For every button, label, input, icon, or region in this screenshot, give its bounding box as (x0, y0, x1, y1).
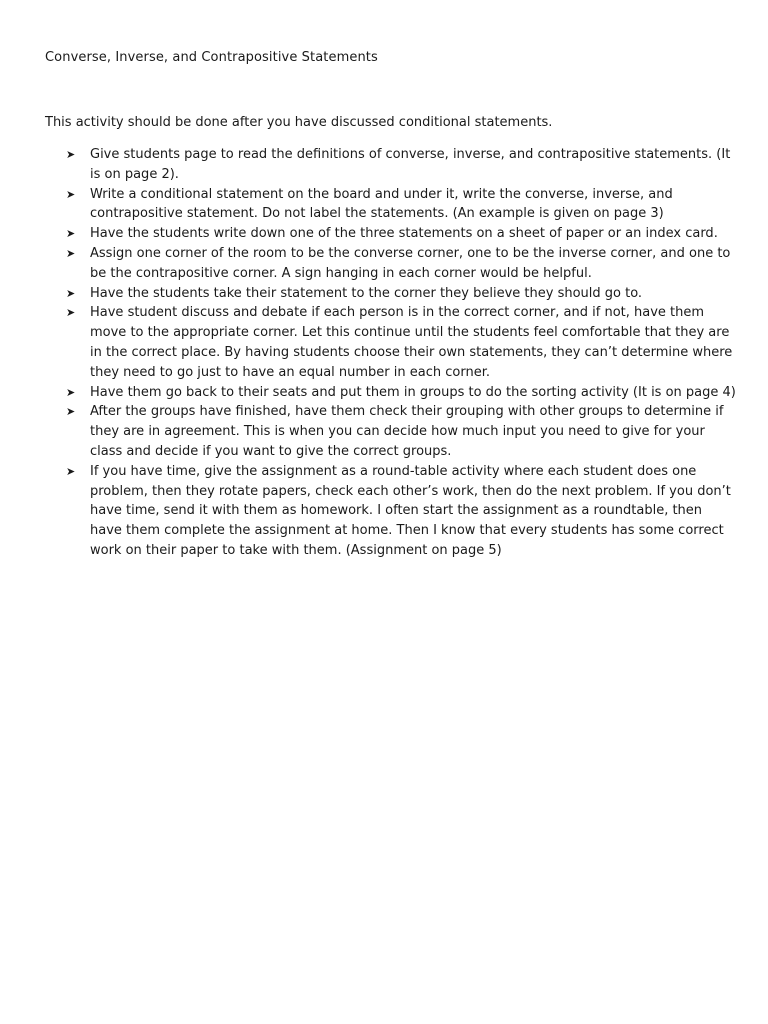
list-item (66, 185, 738, 225)
intro-paragraph: This activity should be done after you have discussed conditional statements. (45, 115, 553, 130)
step-text: Have them go back to their seats and put them in groups to do the sorting activity (It is on page 4) (90, 384, 736, 400)
step-text: Have student discuss and debate if each person is in the correct corner, and if not, have them move to the appropriate corner. Let this continue until the students feel comfortable that they are in the correct place. By having students choose their own statements, they can’t determine where they need to go just to have an equal number in each corner. (90, 305, 733, 380)
arrowhead-bullet-icon: ➤ (66, 405, 76, 419)
list-item (66, 303, 738, 382)
list-item (66, 244, 738, 284)
step-text: Write a conditional statement on the board and under it, write the converse, inverse, and contrapositive statement. Do not label the statements. (An example is given on page 3) (90, 186, 673, 222)
list-item (66, 145, 738, 185)
arrowhead-bullet-icon: ➤ (66, 385, 76, 399)
step-text: Have the students take their statement to the corner they believe they should go to. (90, 285, 643, 301)
activity-steps-list (66, 145, 738, 561)
step-text: After the groups have finished, have them check their grouping with other groups to determine if they are in agreement. This is when you can decide how much input you need to give for your class and decide if you want to give the correct groups. (90, 404, 724, 459)
arrowhead-bullet-icon: ➤ (66, 286, 76, 300)
list-item (66, 402, 738, 461)
arrowhead-bullet-icon: ➤ (66, 227, 76, 241)
step-text: Have the students write down one of the three statements on a sheet of paper or an index card. (90, 226, 718, 242)
step-text: Give students page to read the definitions of converse, inverse, and contrapositive statements. (It is on page 2). (90, 147, 731, 182)
arrowhead-bullet-icon: ➤ (66, 187, 76, 201)
list-item (66, 284, 738, 304)
step-text: If you have time, give the assignment as a round-table activity where each student does one problem, then they rotate papers, check each other’s work, then do the next problem. If you don’t have time, send it with them as homework. I often start the assignment as a roundtable, then have them complete the assignment at home. Then I know that every students has some correct work on their paper to take with them. (Assignment on page 5) (90, 463, 731, 558)
step-text: Assign one corner of the room to be the converse corner, one to be the inverse corner, and one to be the contrapositive corner. A sign hanging in each corner would be helpful. (90, 245, 731, 281)
list-item (66, 383, 738, 403)
arrowhead-bullet-icon: ➤ (66, 246, 76, 260)
arrowhead-bullet-icon: ➤ (66, 148, 76, 161)
list-item (66, 224, 738, 244)
document-title: Converse, Inverse, and Contrapositive Statements (45, 50, 378, 65)
arrowhead-bullet-icon: ➤ (66, 306, 76, 320)
arrowhead-bullet-icon: ➤ (66, 464, 76, 478)
list-item (66, 462, 738, 561)
